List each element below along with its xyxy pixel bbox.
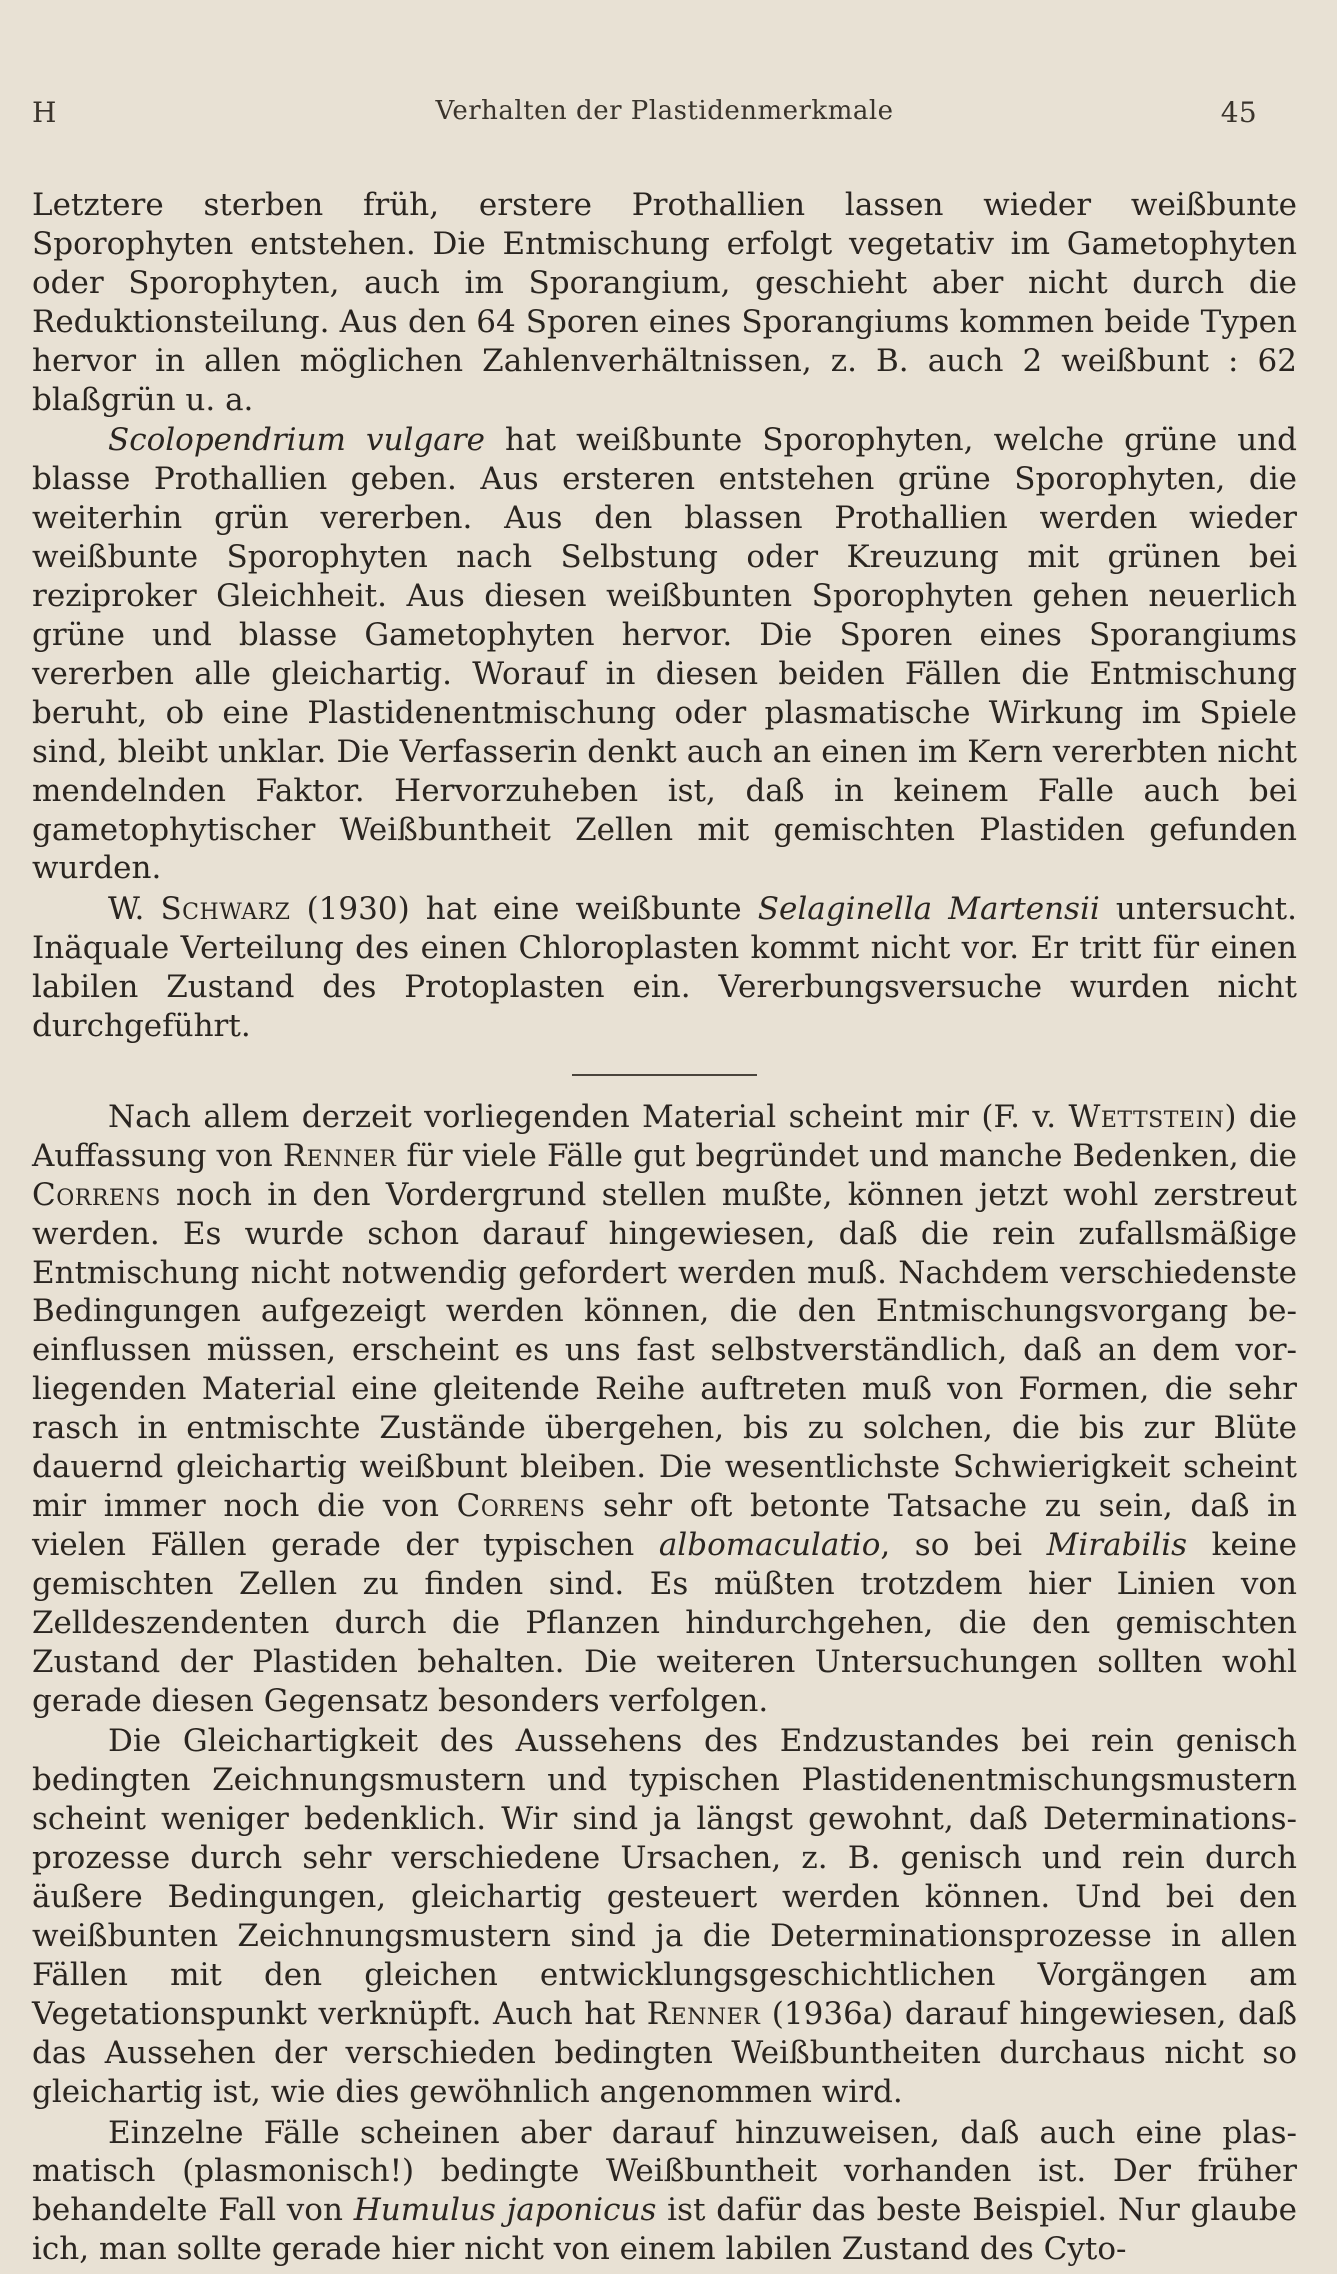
author-name: Renner — [646, 1995, 761, 2032]
text-run: ist dafür das beste Beispiel. Nur glaube ich, man sollte gerade hier nicht von einem labilen Zustand des Cyto- — [32, 2192, 1297, 2268]
paragraph — [32, 186, 1297, 419]
author-name: Correns — [32, 1176, 161, 1213]
header-section-letter: H — [32, 96, 57, 129]
author-name: Correns — [456, 1488, 586, 1524]
text-run: hat weißbunte Sporophyten, welche grüne und blasse Prothallien geben. Aus ersteren entstehen grüne Sporophyten, die weiterhin grün vererben. Aus den blassen Prothallien werden wieder weißbunte Sporophyten nach Selbstung oder Kreuzung mit grünen bei reziproker Gleichheit. Aus diesen weißbunten Sporophyten gehen neuerlich grüne und blasse Gametophyten hervor. Die Sporen eines Sporangiums vererben alle gleichartig. Worauf in diesen beiden Fällen die Entmischung beruht, ob eine Plastidenentmischung oder plasmatische Wirkung im Spiele sind, bleibt unklar. Die Verfasserin denkt auch an einen im Kern vererbten nicht mendelnden Faktor. Hervorzuheben ist, daß in keinem Falle auch bei gametophytischer Weißbuntheit Zellen mit gemischten Plastiden gefunden wurden. — [32, 422, 1297, 887]
italic-term: Selaginella Martensii — [757, 891, 1100, 928]
header-title: Verhalten der Plastidenmerkmale — [435, 96, 894, 126]
author-name: Schwarz — [160, 891, 291, 928]
paragraph — [32, 1722, 1297, 2111]
paragraph — [32, 421, 1297, 888]
text-run: Die Gleichartigkeit des Aussehens des Endzustandes bei rein genisch bedingten Zeichnungsmustern und typischen Plastidenentmischungsmustern scheint weniger bedenklich. Wir sind ja längst gewohnt, daß Determinationsprozesse durch sehr verschiedene Ursachen, z. B. genisch und rein durch äußere Bedingungen, gleichartig gesteuert werden können. Und bei den weißbunten Zeichnungsmustern sind ja die Determinationsprozesse in allen Fällen mit den gleichen entwicklungsgeschichtlichen Vorgängen am Vegetationspunkt verknüpft. Auch hat — [32, 1723, 1297, 2032]
text-run: (1936a) darauf hingewiesen, daß das Aussehen der verschieden bedingten Weißbuntheiten durchaus nicht so gleichartig ist, wie dies gewöhnlich angenommen wird. — [32, 1995, 1298, 2110]
text-run: untersucht. Inäquale Verteilung des einen Chloroplasten kommt nicht vor. Er tritt für einen labilen Zustand des Protoplasten ein. Vererbungsversuche wurden nicht durchgeführt. — [32, 891, 1297, 1045]
text-run: Einzelne Fälle scheinen aber darauf hinzuweisen, daß auch eine plasmatisch (plasmonisch!) bedingte Weißbuntheit vorhanden ist. Der früher behandelte Fall von — [32, 2114, 1297, 2229]
author-name: Renner — [282, 1137, 397, 1174]
text-run: keine gemischten Zellen zu finden sind. Es müßten trotzdem hier Linien von Zelldeszendenten durch die Pflanzen hindurchgehen, die den gemischten Zustand der Plastiden behalten. Die weiteren Untersuchungen sollten wohl gerade diesen Gegensatz besonders verfolgen. — [32, 1526, 1297, 1719]
text-run: Letztere sterben früh, erstere Prothallien lassen wieder weißbunte Sporophyten entstehen. Die Entmischung erfolgt vegetativ im Gametophyten oder Sporophyten, auch im Sporangium, geschieht aber nicht durch die Reduktionsteilung. Aus den 64 Sporen eines Sporangiums kommen beide Typen hervor in allen möglichen Zahlenverhältnissen, z. B. auch 2 weißbunt : 62 blaßgrün u. a. — [32, 187, 1297, 418]
author-name: Wettstein — [1068, 1098, 1225, 1135]
text-run: für viele Fälle gut begründet und manche Bedenken, die — [396, 1137, 1297, 1174]
paragraph — [32, 890, 1297, 1046]
italic-term: Humulus japonicus — [353, 2192, 657, 2229]
running-header — [32, 96, 1297, 146]
text-run: (1930) hat eine weißbunte — [290, 891, 758, 928]
italic-term: albomaculatio — [658, 1526, 881, 1563]
text-run: noch in den Vordergrund stellen mußte, können jetzt wohl zerstreut werden. Es wurde schon darauf hingewiesen, daß die rein zufallsmäßige Entmischung nicht notwendig gefordert werden muß. Nachdem verschiedenste Bedingungen aufgezeigt werden können, die den Entmischungsvorgang beeinflussen müssen, erscheint es uns fast selbstverständlich, daß an dem vorliegenden Material eine gleitende Reihe auftreten muß von Formen, die sehr rasch in entmischte Zustände übergehen, bis zu solchen, die bis zur Blüte dauernd gleichartig weißbunt bleiben. Die wesentlichste Schwierigkeit scheint mir immer noch die von — [32, 1176, 1297, 1524]
text-run: ) die Auffassung von — [32, 1098, 1297, 1174]
section-divider — [572, 1074, 757, 1076]
paragraph — [32, 1098, 1297, 1721]
paragraph — [32, 2114, 1297, 2270]
text-run: Nach allem derzeit vorliegenden Material scheint mir (F. v. — [108, 1098, 1069, 1135]
body-text — [32, 186, 1297, 2269]
text-run: , so bei — [880, 1526, 1047, 1563]
text-run: W. — [108, 891, 161, 928]
italic-term: Mirabilis — [1046, 1526, 1188, 1563]
italic-term: Scolopendrium vulgare — [108, 422, 485, 459]
page-number: 45 — [1220, 96, 1257, 129]
text-run: sehr oft betonte Tatsache zu sein, daß in vielen Fällen gerade der typischen — [32, 1488, 1297, 1563]
